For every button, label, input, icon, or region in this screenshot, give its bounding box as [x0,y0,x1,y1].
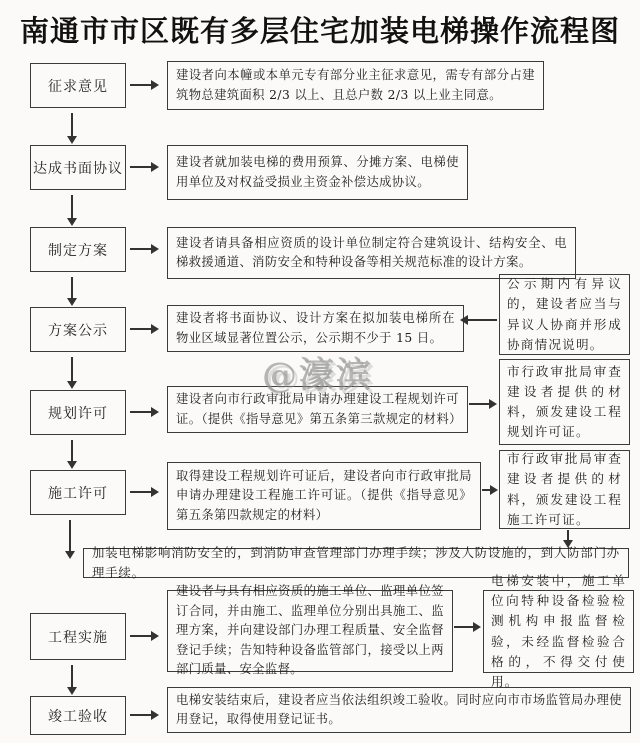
note-box-planning-review [499,359,630,445]
arrow-right-make-plan [130,248,152,250]
step-box-project-implementation [30,613,126,660]
arrow-from-objection-note [467,319,497,321]
arrow-right-project-implementation [130,635,152,637]
note-text: 公示期内有异议的，建设者应当与异议人协商并形成协商情况说明。 [507,276,622,352]
step-label: 征求意见 [48,78,108,95]
step-label: 工程实施 [48,629,108,646]
note-box-supervision-inspection [483,573,634,689]
arrow-right-solicit-opinions [130,84,152,86]
arrow-to-planning-review-note [469,403,490,405]
arrow-down-4 [71,357,73,382]
arrow-right-plan-publicity [130,328,152,330]
arrow-down-5 [71,440,73,462]
step-label: 方案公示 [48,322,108,339]
watermark: @濠滨 [262,355,374,396]
note-text: 市行政审批局审查建设者提供的材料，颁发建设工程规划许可证。 [507,363,622,440]
detail-text: 取得建设工程规划许可证后，建设者向市行政审批局申请办理建设工程施工许可证。（提供《指导意见》第五条第四款规定的材料） [176,468,472,522]
detail-text: 建设者向市行政审批局申请办理建设工程规划许可证。（提供《指导意见》第五条第三款规定的材料） [176,392,462,426]
arrow-down-3 [71,277,73,299]
step-label: 施工许可 [48,485,108,502]
note-box-construction-review [499,450,630,529]
step-box-plan-publicity [30,307,126,352]
step-box-completion-acceptance [30,696,126,735]
arrow-down-6 [69,520,71,552]
arrow-right-construction-permit [130,491,152,493]
step-label: 规划许可 [48,405,108,422]
detail-box-written-agreement [167,145,468,200]
note-text: 加装电梯影响消防安全的，到消防审查管理部门办理手续；涉及人防设施的，到人防部门办理手续。 [92,545,620,580]
note-text: 电梯安装中，施工单位向特种设备检验检测机构申报监督检验，未经监督检验合格的，不得交付使用。 [491,573,626,689]
detail-text: 建设者请具备相应资质的设计单位制定符合建筑设计、结构安全、电梯救援通道、消防安全和特种设备等相关规范标准的设计方案。 [176,235,567,269]
step-box-construction-permit [30,470,126,515]
arrow-right-planning-permit [130,411,152,413]
step-box-make-plan [30,227,126,272]
note-text: 市行政审批局审查建设者提供的材料，颁发建设工程施工许可证。 [507,451,622,527]
step-label: 制定方案 [48,242,108,259]
detail-box-solicit-opinions [167,61,544,110]
detail-box-construction-permit [167,462,481,530]
arrow-to-construction-review-note [482,489,491,491]
arrow-down-2 [71,195,73,219]
step-label: 达成书面协议 [33,160,123,177]
step-box-solicit-opinions [30,63,126,108]
detail-box-plan-publicity [167,305,464,352]
step-label: 竣工验收 [48,708,108,725]
detail-box-make-plan [167,227,576,279]
note-box-fire-civil-defense [83,545,629,580]
step-box-written-agreement [30,145,126,190]
arrow-right-written-agreement [130,166,152,168]
detail-text: 电梯安装结束后，建设者应当依法组织竣工验收。同时应向市市场监管局办理使用登记，取得使用登记证书。 [176,692,622,726]
detail-box-completion-acceptance [167,687,631,733]
detail-text: 建设者与具有相应资质的施工单位、监理单位签订合同，并由施工、监理单位分别出具施工、监理方案，并向建设部门办理工程质量、安全监督登记手续；告知特种设备监管部门，接受以上两部门质量、安全监督。 [176,584,444,677]
arrow-down-7 [71,665,73,688]
arrow-down-1 [71,113,73,137]
detail-text: 建设者将书面协议、设计方案在拟加装电梯所在物业区域显著位置公示，公示期不少于 15 日。 [176,311,455,345]
step-box-planning-permit [30,390,126,435]
note-box-objection [499,274,630,355]
arrow-to-supervision-inspection-note [454,626,474,628]
page-title: 南通市市区既有多层住宅加装电梯操作流程图 [19,14,620,48]
detail-box-project-implementation [167,584,453,677]
arrow-right-completion-acceptance [130,714,152,716]
detail-text: 建设者就加装电梯的费用预算、分摊方案、电梯使用单位及对权益受损业主资金补偿达成协议。 [176,155,459,189]
detail-text: 建设者向本幢或本单元专有部分业主征求意见，需专有部分占建筑物总建筑面积 2/3 以上、且总户数 2/3 以上业主同意。 [176,68,535,102]
arrow-review-to-fire-note [567,530,569,541]
detail-box-planning-permit [167,386,468,433]
